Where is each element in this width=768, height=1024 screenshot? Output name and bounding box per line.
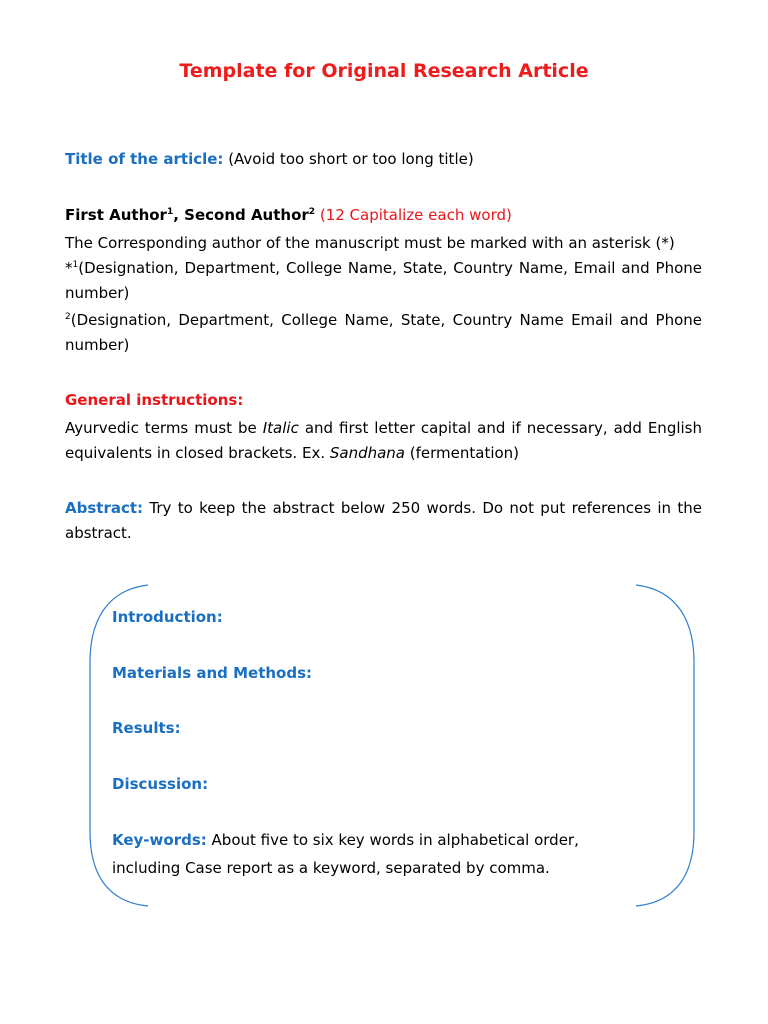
abstract-text: Try to keep the abstract below 250 words. Do not put references in the abstract. [65, 499, 702, 542]
affiliation-1-text: (Designation, Department, College Name, State, Country Name, Email and Phone number) [65, 259, 702, 302]
general-instructions-heading: General instructions: [65, 391, 244, 409]
first-author: First Author [65, 206, 167, 224]
affiliation-1-sup: 1 [72, 260, 79, 270]
author-separator: , [173, 206, 185, 224]
abstract-paragraph [65, 496, 702, 546]
affiliation-2-text: (Designation, Department, College Name, State, Country Name Email and Phone number) [65, 311, 702, 354]
general-italic-2: Sandhana [329, 444, 405, 462]
general-instructions-text [65, 416, 702, 466]
abstract-label: Abstract: [65, 499, 144, 517]
general-text-1: Ayurvedic terms must be [65, 419, 263, 437]
second-author: Second Author [184, 206, 309, 224]
keywords-text-1: About five to six key words in alphabetical order, [206, 831, 579, 849]
keywords-label: Key-words: [112, 831, 207, 849]
general-italic-1: Italic [262, 419, 299, 437]
affiliation-2 [65, 308, 702, 358]
general-text-2: and first letter capital and if necessary, add English equivalents in closed brackets. Ex. [65, 419, 702, 462]
keywords-line-2: including Case report as a keyword, separated by comma. [112, 859, 550, 877]
authors-line [65, 203, 702, 228]
first-author-sup: 1 [166, 207, 174, 217]
right-bracket [636, 585, 694, 906]
page-title: Template for Original Research Article [179, 60, 589, 82]
article-title-label: Title of the article: [65, 150, 224, 168]
discussion-heading: Discussion: [112, 775, 209, 793]
corresponding-note: The Corresponding author of the manuscript must be marked with an asterisk (*) [65, 234, 675, 252]
author-format-note: (12 Capitalize each word) [319, 206, 512, 224]
affiliation-1-asterisk: * [65, 259, 73, 277]
results-heading: Results: [112, 719, 181, 737]
general-text-3: (fermentation) [405, 444, 520, 462]
second-author-sup: 2 [308, 207, 316, 217]
introduction-heading: Introduction: [112, 608, 223, 626]
affiliation-1 [65, 256, 702, 306]
keywords-line-1 [112, 826, 579, 854]
article-title-line [65, 147, 702, 172]
materials-methods-heading: Materials and Methods: [112, 664, 313, 682]
article-title-hint: (Avoid too short or too long title) [223, 150, 474, 168]
affiliation-2-sup: 2 [65, 312, 71, 322]
